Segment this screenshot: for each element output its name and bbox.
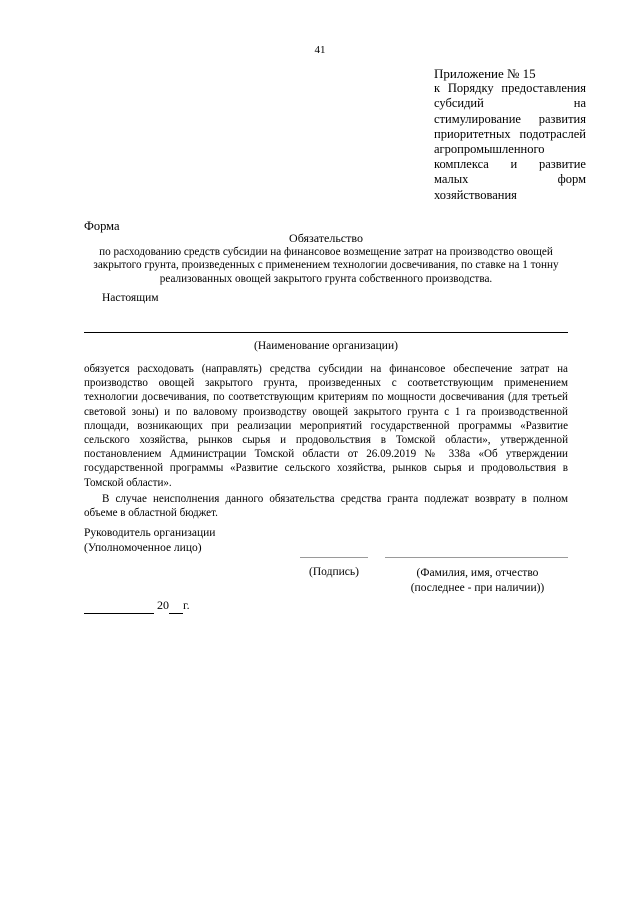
fio-line — [385, 557, 568, 558]
org-name-line — [84, 332, 568, 333]
appendix-line: хозяйствования — [434, 187, 517, 202]
document-heading — [84, 232, 568, 286]
date-year-blank — [169, 598, 183, 614]
body-paragraph-1: обязуется расходовать (направлять) средства субсидии на финансовое обеспечение затрат на производство овощей закрытого грунта, произведенных с соответствующим применением технологии досвечивания, по соответствующим критериям по мощности досвечивания (для третьей световой зоны) и по валовому производству овощей закрытого грунта с 1 га производственной площади, возникающих при реализации мероприятий государственной программы «Развитие сельского хозяйства, рынков сырья и продовольствия в Томской области», утвержденной постановлением Администрации Томской области от 26.09.2019 № 338а «Об утверждении государственной программы «Развитие сельского хозяйства, рынков сырья и продовольствия в Томской области». — [84, 363, 568, 489]
signature-caption: (Подпись) — [309, 566, 359, 578]
signature-line — [300, 557, 368, 558]
fio-caption — [385, 566, 570, 596]
appendix-block — [434, 66, 586, 203]
signer-subtitle: (Уполномоченное лицо) — [84, 542, 202, 554]
date-suffix: г. — [183, 598, 190, 612]
obligation-body — [84, 362, 568, 520]
signer-block — [84, 526, 215, 556]
body-paragraph-2: В случае неисполнения данного обязательства средства гранта подлежат возврату в полном объеме в областной бюджет. — [84, 492, 568, 520]
fio-caption-line1: (Фамилия, имя, отчество — [416, 567, 539, 579]
page-number: 41 — [314, 44, 326, 56]
appendix-line: стимулирование развития — [434, 111, 586, 126]
appendix-line: комплекса и развитие — [434, 157, 586, 172]
org-name-caption: (Наименование организации) — [254, 340, 398, 352]
appendix-line: агропромышленного — [434, 142, 545, 157]
intro-word: Настоящим — [102, 292, 159, 304]
appendix-title: Приложение № 15 — [434, 66, 536, 81]
appendix-line: к Порядку предоставления — [434, 81, 586, 96]
appendix-line: субсидий на — [434, 96, 586, 111]
date-blank — [84, 598, 154, 614]
fio-caption-line2: (последнее - при наличии)) — [410, 582, 545, 594]
date-year-prefix: 20 — [157, 598, 169, 612]
appendix-line: малых форм — [434, 172, 586, 187]
signer-title: Руководитель организации — [84, 527, 216, 539]
form-label: Форма — [84, 219, 120, 233]
appendix-line: приоритетных подотраслей — [434, 126, 586, 141]
heading-title: Обязательство — [289, 231, 363, 245]
date-line — [84, 598, 190, 614]
heading-text: по расходованию средств субсидии на финансовое возмещение затрат на производство овощей закрытого грунта, произведенных с применением технологии досвечивания, по ставке на 1 тонну реализованных овощей закрытого грунта собственного производства. — [93, 245, 559, 285]
